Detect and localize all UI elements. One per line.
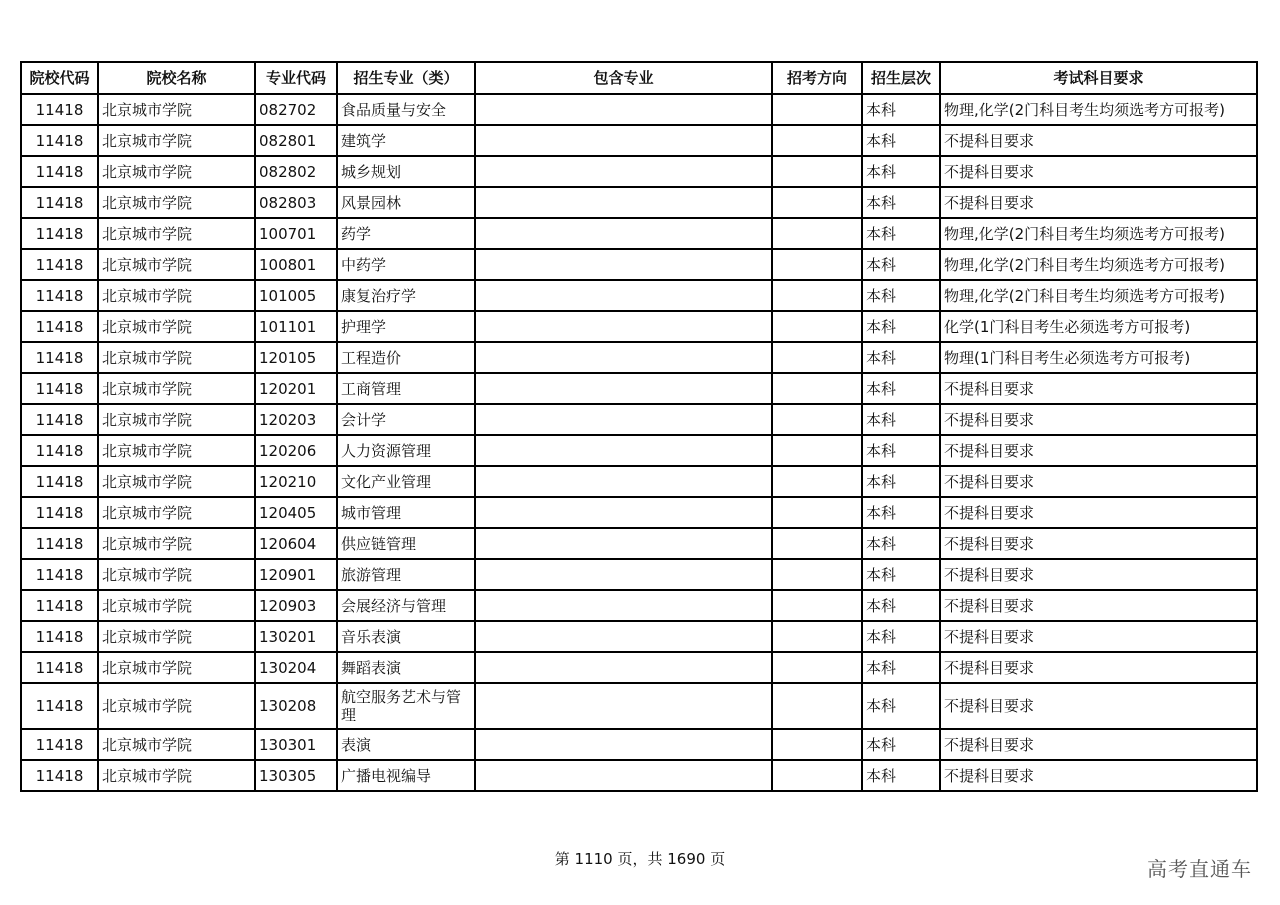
header-major: 招生专业（类） bbox=[337, 62, 475, 94]
included-majors-cell bbox=[475, 590, 772, 621]
subject-requirement-cell: 不提科目要求 bbox=[940, 373, 1257, 404]
school-name-cell: 北京城市学院 bbox=[98, 342, 255, 373]
school-code-cell: 11418 bbox=[21, 311, 98, 342]
table-row bbox=[21, 497, 1257, 528]
table-row bbox=[21, 187, 1257, 218]
subject-requirement-cell: 不提科目要求 bbox=[940, 621, 1257, 652]
school-name-cell: 北京城市学院 bbox=[98, 760, 255, 791]
school-name-cell: 北京城市学院 bbox=[98, 404, 255, 435]
major-code-cell: 082702 bbox=[255, 94, 337, 125]
school-name-cell: 北京城市学院 bbox=[98, 435, 255, 466]
included-majors-cell bbox=[475, 187, 772, 218]
included-majors-cell bbox=[475, 218, 772, 249]
admissions-table bbox=[20, 61, 1258, 792]
school-code-cell: 11418 bbox=[21, 280, 98, 311]
header-direction: 招考方向 bbox=[772, 62, 862, 94]
header-school-code: 院校代码 bbox=[21, 62, 98, 94]
school-code-cell: 11418 bbox=[21, 125, 98, 156]
school-code-cell: 11418 bbox=[21, 466, 98, 497]
school-code-cell: 11418 bbox=[21, 94, 98, 125]
school-name-cell: 北京城市学院 bbox=[98, 729, 255, 760]
header-level: 招生层次 bbox=[862, 62, 940, 94]
major-code-cell: 101101 bbox=[255, 311, 337, 342]
subject-requirement-cell: 不提科目要求 bbox=[940, 683, 1257, 729]
included-majors-cell bbox=[475, 652, 772, 683]
major-code-cell: 082803 bbox=[255, 187, 337, 218]
major-code-cell: 100801 bbox=[255, 249, 337, 280]
included-majors-cell bbox=[475, 497, 772, 528]
table-row bbox=[21, 652, 1257, 683]
header-included-majors: 包含专业 bbox=[475, 62, 772, 94]
subject-requirement-cell: 不提科目要求 bbox=[940, 760, 1257, 791]
table-row bbox=[21, 528, 1257, 559]
school-name-cell: 北京城市学院 bbox=[98, 590, 255, 621]
major-code-cell: 120405 bbox=[255, 497, 337, 528]
level-cell: 本科 bbox=[862, 218, 940, 249]
major-cell: 护理学 bbox=[337, 311, 475, 342]
direction-cell bbox=[772, 342, 862, 373]
school-name-cell: 北京城市学院 bbox=[98, 652, 255, 683]
direction-cell bbox=[772, 249, 862, 280]
level-cell: 本科 bbox=[862, 497, 940, 528]
major-cell: 会展经济与管理 bbox=[337, 590, 475, 621]
table-row bbox=[21, 342, 1257, 373]
header-school-name: 院校名称 bbox=[98, 62, 255, 94]
table-row bbox=[21, 590, 1257, 621]
level-cell: 本科 bbox=[862, 466, 940, 497]
level-cell: 本科 bbox=[862, 621, 940, 652]
school-code-cell: 11418 bbox=[21, 156, 98, 187]
level-cell: 本科 bbox=[862, 373, 940, 404]
school-name-cell: 北京城市学院 bbox=[98, 683, 255, 729]
subject-requirement-cell: 不提科目要求 bbox=[940, 466, 1257, 497]
major-code-cell: 130201 bbox=[255, 621, 337, 652]
school-name-cell: 北京城市学院 bbox=[98, 187, 255, 218]
subject-requirement-cell: 不提科目要求 bbox=[940, 590, 1257, 621]
direction-cell bbox=[772, 125, 862, 156]
subject-requirement-cell: 不提科目要求 bbox=[940, 125, 1257, 156]
major-code-cell: 082801 bbox=[255, 125, 337, 156]
level-cell: 本科 bbox=[862, 435, 940, 466]
included-majors-cell bbox=[475, 249, 772, 280]
level-cell: 本科 bbox=[862, 311, 940, 342]
school-name-cell: 北京城市学院 bbox=[98, 373, 255, 404]
table-row bbox=[21, 311, 1257, 342]
major-cell: 人力资源管理 bbox=[337, 435, 475, 466]
level-cell: 本科 bbox=[862, 342, 940, 373]
direction-cell bbox=[772, 187, 862, 218]
major-cell: 音乐表演 bbox=[337, 621, 475, 652]
level-cell: 本科 bbox=[862, 156, 940, 187]
subject-requirement-cell: 不提科目要求 bbox=[940, 729, 1257, 760]
major-cell: 工程造价 bbox=[337, 342, 475, 373]
subject-requirement-cell: 化学(1门科目考生必须选考方可报考) bbox=[940, 311, 1257, 342]
table-row bbox=[21, 760, 1257, 791]
major-code-cell: 120206 bbox=[255, 435, 337, 466]
table-row bbox=[21, 466, 1257, 497]
table-row bbox=[21, 621, 1257, 652]
direction-cell bbox=[772, 94, 862, 125]
table-row bbox=[21, 249, 1257, 280]
direction-cell bbox=[772, 156, 862, 187]
school-code-cell: 11418 bbox=[21, 590, 98, 621]
included-majors-cell bbox=[475, 760, 772, 791]
major-code-cell: 101005 bbox=[255, 280, 337, 311]
school-code-cell: 11418 bbox=[21, 683, 98, 729]
table-row bbox=[21, 373, 1257, 404]
major-cell: 中药学 bbox=[337, 249, 475, 280]
major-code-cell: 130305 bbox=[255, 760, 337, 791]
major-cell: 城乡规划 bbox=[337, 156, 475, 187]
school-name-cell: 北京城市学院 bbox=[98, 497, 255, 528]
major-code-cell: 130301 bbox=[255, 729, 337, 760]
major-cell: 旅游管理 bbox=[337, 559, 475, 590]
included-majors-cell bbox=[475, 311, 772, 342]
included-majors-cell bbox=[475, 94, 772, 125]
included-majors-cell bbox=[475, 280, 772, 311]
major-code-cell: 130208 bbox=[255, 683, 337, 729]
header-major-code: 专业代码 bbox=[255, 62, 337, 94]
major-cell: 建筑学 bbox=[337, 125, 475, 156]
subject-requirement-cell: 不提科目要求 bbox=[940, 652, 1257, 683]
major-code-cell: 120201 bbox=[255, 373, 337, 404]
level-cell: 本科 bbox=[862, 760, 940, 791]
major-code-cell: 082802 bbox=[255, 156, 337, 187]
direction-cell bbox=[772, 311, 862, 342]
school-code-cell: 11418 bbox=[21, 404, 98, 435]
school-code-cell: 11418 bbox=[21, 621, 98, 652]
table-row bbox=[21, 559, 1257, 590]
table-row bbox=[21, 218, 1257, 249]
subject-requirement-cell: 物理(1门科目考生必须选考方可报考) bbox=[940, 342, 1257, 373]
subject-requirement-cell: 不提科目要求 bbox=[940, 528, 1257, 559]
included-majors-cell bbox=[475, 729, 772, 760]
major-cell: 航空服务艺术与管理 bbox=[337, 683, 475, 729]
direction-cell bbox=[772, 760, 862, 791]
included-majors-cell bbox=[475, 342, 772, 373]
school-name-cell: 北京城市学院 bbox=[98, 559, 255, 590]
major-cell: 会计学 bbox=[337, 404, 475, 435]
subject-requirement-cell: 不提科目要求 bbox=[940, 435, 1257, 466]
table-row bbox=[21, 125, 1257, 156]
school-code-cell: 11418 bbox=[21, 435, 98, 466]
major-cell: 舞蹈表演 bbox=[337, 652, 475, 683]
included-majors-cell bbox=[475, 404, 772, 435]
school-name-cell: 北京城市学院 bbox=[98, 156, 255, 187]
table-row bbox=[21, 156, 1257, 187]
level-cell: 本科 bbox=[862, 404, 940, 435]
table-row bbox=[21, 280, 1257, 311]
major-code-cell: 120203 bbox=[255, 404, 337, 435]
major-cell: 供应链管理 bbox=[337, 528, 475, 559]
table-body bbox=[21, 94, 1257, 791]
level-cell: 本科 bbox=[862, 528, 940, 559]
direction-cell bbox=[772, 683, 862, 729]
major-cell: 表演 bbox=[337, 729, 475, 760]
school-name-cell: 北京城市学院 bbox=[98, 125, 255, 156]
direction-cell bbox=[772, 652, 862, 683]
direction-cell bbox=[772, 528, 862, 559]
major-code-cell: 130204 bbox=[255, 652, 337, 683]
school-code-cell: 11418 bbox=[21, 528, 98, 559]
direction-cell bbox=[772, 218, 862, 249]
school-name-cell: 北京城市学院 bbox=[98, 218, 255, 249]
school-name-cell: 北京城市学院 bbox=[98, 249, 255, 280]
school-name-cell: 北京城市学院 bbox=[98, 528, 255, 559]
school-name-cell: 北京城市学院 bbox=[98, 94, 255, 125]
major-code-cell: 120604 bbox=[255, 528, 337, 559]
table-row bbox=[21, 94, 1257, 125]
level-cell: 本科 bbox=[862, 559, 940, 590]
watermark: 高考直通车 bbox=[1147, 857, 1252, 881]
direction-cell bbox=[772, 621, 862, 652]
table-row bbox=[21, 683, 1257, 729]
included-majors-cell bbox=[475, 435, 772, 466]
level-cell: 本科 bbox=[862, 652, 940, 683]
subject-requirement-cell: 不提科目要求 bbox=[940, 497, 1257, 528]
included-majors-cell bbox=[475, 528, 772, 559]
level-cell: 本科 bbox=[862, 125, 940, 156]
subject-requirement-cell: 不提科目要求 bbox=[940, 156, 1257, 187]
major-cell: 工商管理 bbox=[337, 373, 475, 404]
school-code-cell: 11418 bbox=[21, 729, 98, 760]
direction-cell bbox=[772, 280, 862, 311]
school-code-cell: 11418 bbox=[21, 497, 98, 528]
direction-cell bbox=[772, 435, 862, 466]
included-majors-cell bbox=[475, 559, 772, 590]
included-majors-cell bbox=[475, 683, 772, 729]
major-cell: 食品质量与安全 bbox=[337, 94, 475, 125]
direction-cell bbox=[772, 590, 862, 621]
school-name-cell: 北京城市学院 bbox=[98, 280, 255, 311]
school-code-cell: 11418 bbox=[21, 760, 98, 791]
level-cell: 本科 bbox=[862, 187, 940, 218]
table-row bbox=[21, 404, 1257, 435]
level-cell: 本科 bbox=[862, 729, 940, 760]
included-majors-cell bbox=[475, 156, 772, 187]
subject-requirement-cell: 不提科目要求 bbox=[940, 559, 1257, 590]
included-majors-cell bbox=[475, 466, 772, 497]
school-code-cell: 11418 bbox=[21, 342, 98, 373]
major-cell: 康复治疗学 bbox=[337, 280, 475, 311]
included-majors-cell bbox=[475, 373, 772, 404]
table-row bbox=[21, 435, 1257, 466]
school-name-cell: 北京城市学院 bbox=[98, 311, 255, 342]
major-cell: 药学 bbox=[337, 218, 475, 249]
included-majors-cell bbox=[475, 621, 772, 652]
major-code-cell: 120901 bbox=[255, 559, 337, 590]
school-code-cell: 11418 bbox=[21, 187, 98, 218]
direction-cell bbox=[772, 404, 862, 435]
school-name-cell: 北京城市学院 bbox=[98, 621, 255, 652]
subject-requirement-cell: 物理,化学(2门科目考生均须选考方可报考) bbox=[940, 94, 1257, 125]
major-code-cell: 120210 bbox=[255, 466, 337, 497]
school-code-cell: 11418 bbox=[21, 249, 98, 280]
header-subject-requirement: 考试科目要求 bbox=[940, 62, 1257, 94]
direction-cell bbox=[772, 466, 862, 497]
level-cell: 本科 bbox=[862, 590, 940, 621]
page-number: 第 1110 页，共 1690 页 bbox=[554, 850, 726, 868]
school-name-cell: 北京城市学院 bbox=[98, 466, 255, 497]
direction-cell bbox=[772, 373, 862, 404]
level-cell: 本科 bbox=[862, 683, 940, 729]
school-code-cell: 11418 bbox=[21, 218, 98, 249]
subject-requirement-cell: 物理,化学(2门科目考生均须选考方可报考) bbox=[940, 249, 1257, 280]
direction-cell bbox=[772, 559, 862, 590]
level-cell: 本科 bbox=[862, 94, 940, 125]
major-cell: 文化产业管理 bbox=[337, 466, 475, 497]
subject-requirement-cell: 不提科目要求 bbox=[940, 187, 1257, 218]
direction-cell bbox=[772, 497, 862, 528]
table-header-row bbox=[21, 62, 1257, 94]
level-cell: 本科 bbox=[862, 249, 940, 280]
school-code-cell: 11418 bbox=[21, 652, 98, 683]
major-cell: 广播电视编导 bbox=[337, 760, 475, 791]
direction-cell bbox=[772, 729, 862, 760]
major-code-cell: 120903 bbox=[255, 590, 337, 621]
major-code-cell: 120105 bbox=[255, 342, 337, 373]
major-code-cell: 100701 bbox=[255, 218, 337, 249]
level-cell: 本科 bbox=[862, 280, 940, 311]
subject-requirement-cell: 不提科目要求 bbox=[940, 404, 1257, 435]
included-majors-cell bbox=[475, 125, 772, 156]
subject-requirement-cell: 物理,化学(2门科目考生均须选考方可报考) bbox=[940, 218, 1257, 249]
major-cell: 风景园林 bbox=[337, 187, 475, 218]
subject-requirement-cell: 物理,化学(2门科目考生均须选考方可报考) bbox=[940, 280, 1257, 311]
school-code-cell: 11418 bbox=[21, 559, 98, 590]
major-cell: 城市管理 bbox=[337, 497, 475, 528]
table-row bbox=[21, 729, 1257, 760]
school-code-cell: 11418 bbox=[21, 373, 98, 404]
